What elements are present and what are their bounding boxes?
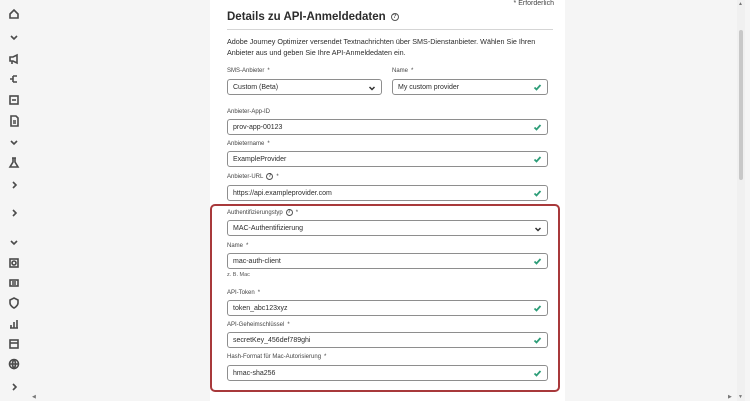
left-nav-rail [0, 0, 28, 401]
help-icon[interactable]: ? [287, 209, 291, 215]
description: Adobe Journey Optimizer versendet Textnachrichten über SMS-Dienstanbieter. Wählen Sie Ihren Anbieter aus und geben Sie Ihre API-Anmeldedaten ein. [227, 37, 536, 57]
chevron-right-icon[interactable] [7, 206, 21, 220]
chevron-down-icon [534, 225, 542, 233]
api-secret-label: API-Geheimschlüssel * [227, 322, 290, 328]
home-icon[interactable] [7, 7, 21, 21]
name-input[interactable]: My custom provider [392, 79, 548, 95]
help-icon[interactable]: ? [391, 13, 399, 21]
divider [227, 29, 553, 30]
check-icon [533, 304, 542, 313]
api-token-input[interactable]: token_abc123xyz [227, 300, 548, 316]
check-icon [533, 155, 542, 164]
check-icon [533, 257, 542, 266]
check-icon [533, 83, 542, 92]
chevron-down-icon [368, 84, 376, 92]
check-icon [533, 336, 542, 345]
api-token-label: API-Token * [227, 290, 261, 296]
journey-icon[interactable] [7, 72, 21, 86]
provider-app-id-label: Anbieter-App-ID [227, 109, 271, 115]
settings-icon[interactable] [7, 256, 21, 270]
chevron-down-icon[interactable] [7, 235, 21, 249]
auth-type-label: Authentifizierungstyp ? * [227, 209, 299, 216]
check-icon [533, 369, 542, 378]
scroll-left-arrow-icon[interactable]: ◀ [32, 394, 36, 400]
auth-name-hint: z. B. Mac [227, 272, 250, 278]
chevron-down-icon[interactable] [7, 30, 21, 44]
layers-icon[interactable] [7, 337, 21, 351]
content-icon[interactable] [7, 114, 21, 128]
scroll-right-arrow-icon[interactable]: ▶ [728, 394, 732, 400]
globe-icon[interactable] [7, 357, 21, 371]
hierarchy-icon[interactable] [7, 317, 21, 331]
channel-icon[interactable] [7, 276, 21, 290]
provider-url-input[interactable]: https://api.exampleprovider.com [227, 185, 548, 201]
provider-url-label: Anbieter-URL ? * [227, 173, 279, 180]
check-icon [533, 189, 542, 198]
campaign-icon[interactable] [7, 93, 21, 107]
megaphone-icon[interactable] [7, 52, 21, 66]
chevron-down-icon[interactable] [7, 135, 21, 149]
scroll-up-arrow-icon[interactable]: ▲ [738, 1, 743, 7]
scroll-down-arrow-icon[interactable]: ▼ [738, 394, 743, 400]
sms-provider-select[interactable]: Custom (Beta) [227, 79, 382, 95]
auth-name-input[interactable]: mac-auth-client [227, 253, 548, 269]
vertical-scrollbar[interactable] [737, 0, 745, 401]
provider-app-id-input[interactable]: prov-app-00123 [227, 119, 548, 135]
required-note: * Erforderlich [513, 0, 554, 7]
check-icon [533, 123, 542, 132]
help-icon[interactable]: ? [268, 173, 272, 179]
hash-format-label: Hash-Format für Mac-Autorisierung * [227, 354, 327, 360]
scrollbar-thumb[interactable] [739, 30, 743, 180]
flask-icon[interactable] [7, 156, 21, 170]
chevron-right-icon[interactable] [7, 178, 21, 192]
auth-type-select[interactable]: MAC-Authentifizierung [227, 220, 548, 236]
shield-icon[interactable] [7, 296, 21, 310]
name-label: Name * [392, 68, 414, 74]
provider-name-label: Anbietername * [227, 141, 270, 147]
auth-name-label: Name * [227, 243, 249, 249]
chevron-right-icon[interactable] [7, 380, 21, 394]
page-title: Details zu API-Anmeldedaten ? [227, 11, 399, 23]
api-secret-input[interactable]: secretKey_456def789ghi [227, 332, 548, 348]
provider-name-input[interactable]: ExampleProvider [227, 151, 548, 167]
sms-provider-label: SMS-Anbieter * [227, 68, 270, 74]
hash-format-input[interactable]: hmac-sha256 [227, 365, 548, 381]
